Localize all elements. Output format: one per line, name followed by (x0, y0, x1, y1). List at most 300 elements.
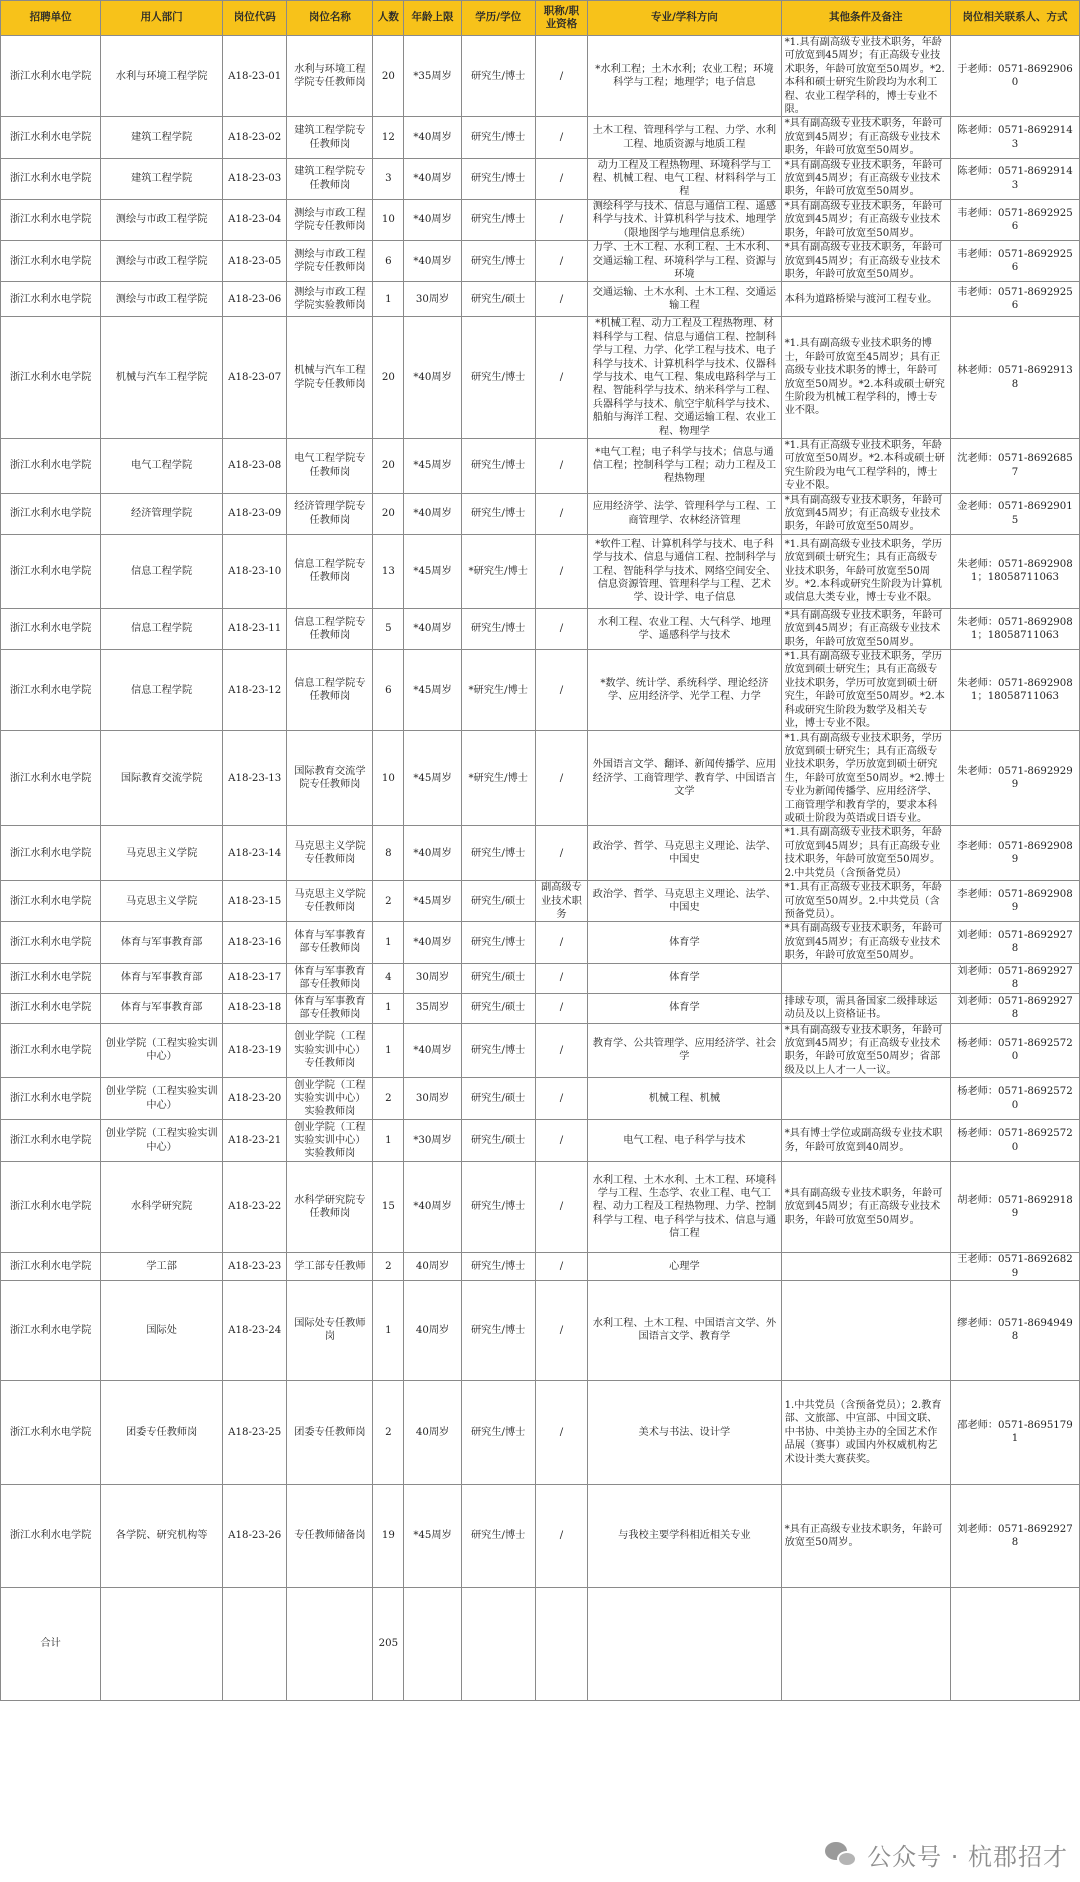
table-row (1, 282, 1080, 317)
table-cell: 机械与汽车工程学院 (101, 317, 223, 439)
table-cell: *具有副高级专业技术职务，年龄可放宽到45周岁；有正高级专业技术职务，年龄可放宽至50周岁。 (781, 199, 950, 240)
table-cell: 浙江水利水电学院 (1, 1280, 101, 1380)
table-cell (781, 963, 950, 993)
table-cell: 刘老师：0571-86929278 (951, 993, 1080, 1023)
table-cell: *40周岁 (404, 158, 461, 199)
table-cell: 体育学 (588, 963, 781, 993)
table-cell: 研究生/博士 (461, 317, 535, 439)
table-row (1, 1162, 1080, 1253)
table-row (1, 158, 1080, 199)
table-cell: 5 (373, 608, 404, 649)
table-cell: A18-23-03 (222, 158, 286, 199)
table-cell: A18-23-11 (222, 608, 286, 649)
table-cell: 学工部专任教师 (287, 1253, 373, 1281)
table-cell: 水利工程、农业工程、大气科学、地理学、遥感科学与技术 (588, 608, 781, 649)
table-cell: *1.具有正高级专业技术职务，年龄可放宽至50周岁。2.中共党员（含预备党员）。 (781, 881, 950, 922)
table-cell: 陈老师：0571-86929143 (951, 117, 1080, 158)
table-cell: 体育与军事教育部专任教师岗 (287, 993, 373, 1023)
table-cell: A18-23-08 (222, 438, 286, 493)
column-header: 岗位相关联系人、方式 (951, 1, 1080, 36)
table-cell: / (535, 1253, 588, 1281)
table-cell: 创业学院（工程实验实训中心）实验教师岗 (287, 1078, 373, 1120)
table-cell: 排球专项，需具备国家二级排球运动员及以上资格证书。 (781, 993, 950, 1023)
table-row (1, 1587, 1080, 1700)
table-cell: 30周岁 (404, 282, 461, 317)
table-cell: 研究生/硕士 (461, 1078, 535, 1120)
table-cell: 研究生/博士 (461, 36, 535, 117)
table-cell: *40周岁 (404, 199, 461, 240)
table-cell: / (535, 241, 588, 282)
table-cell: 测绘科学与技术、信息与通信工程、遥感科学与技术、计算机科学与技术、地理学（限地图学与地理信息系统） (588, 199, 781, 240)
table-cell: 研究生/博士 (461, 826, 535, 881)
table-cell: 8 (373, 826, 404, 881)
table-cell: 研究生/博士 (461, 1162, 535, 1253)
column-header: 人数 (373, 1, 404, 36)
table-cell: 浙江水利水电学院 (1, 1120, 101, 1162)
table-cell: 教育学、公共管理学、应用经济学、社会学 (588, 1023, 781, 1078)
table-cell: A18-23-25 (222, 1380, 286, 1484)
table-cell: 于老师：0571-86929060 (951, 36, 1080, 117)
table-cell: 杨老师：0571-86925720 (951, 1023, 1080, 1078)
table-cell: *40周岁 (404, 317, 461, 439)
table-cell: *1.具有副高级专业技术职务，年龄可放宽到45周岁；有正高级专业技术职务，年龄可放宽至50周岁。*2.本科和硕士研究生阶段均为水利工程、农业工程学科的，博士专业不限。 (781, 36, 950, 117)
table-cell: 体育学 (588, 993, 781, 1023)
table-cell: *45周岁 (404, 534, 461, 608)
table-cell: 浙江水利水电学院 (1, 650, 101, 731)
table-cell: 浙江水利水电学院 (1, 608, 101, 649)
table-cell: 朱老师：0571-86929081；18058711063 (951, 534, 1080, 608)
table-cell: / (535, 993, 588, 1023)
table-cell: *具有副高级专业技术职务，年龄可放宽到45周岁；有正高级专业技术职务，年龄可放宽至50周岁。 (781, 117, 950, 158)
table-cell: 研究生/博士 (461, 199, 535, 240)
table-cell: 学工部 (101, 1253, 223, 1281)
table-cell (101, 1587, 223, 1700)
table-cell: 浙江水利水电学院 (1, 534, 101, 608)
table-cell: / (535, 1380, 588, 1484)
table-cell: A18-23-09 (222, 493, 286, 534)
table-cell: 美术与书法、设计学 (588, 1380, 781, 1484)
table-cell: 信息工程学院专任教师岗 (287, 650, 373, 731)
table-cell: 4 (373, 963, 404, 993)
table-cell (781, 1078, 950, 1120)
table-row (1, 241, 1080, 282)
table-row (1, 922, 1080, 963)
table-cell: 研究生/博士 (461, 438, 535, 493)
table-cell: / (535, 438, 588, 493)
table-row (1, 963, 1080, 993)
table-cell: 浙江水利水电学院 (1, 993, 101, 1023)
table-cell: *40周岁 (404, 922, 461, 963)
table-cell: / (535, 158, 588, 199)
table-cell: 刘老师：0571-86929278 (951, 1484, 1080, 1587)
table-cell: 政治学、哲学、马克思主义理论、法学、中国史 (588, 881, 781, 922)
table-cell: A18-23-07 (222, 317, 286, 439)
table-cell: 创业学院（工程实验实训中心） (101, 1023, 223, 1078)
table-cell: A18-23-23 (222, 1253, 286, 1281)
table-cell: *1.具有副高级专业技术职务，学历放宽到硕士研究生；具有正高级专业技术职务，年龄可放宽至50周岁。*2.本科或研究生阶段为计算机或信息大类专业，博士专业不限。 (781, 534, 950, 608)
table-cell: / (535, 493, 588, 534)
table-cell: 专任教师储备岗 (287, 1484, 373, 1587)
table-cell: 创业学院（工程实验实训中心）实验教师岗 (287, 1120, 373, 1162)
table-cell: 测绘与市政工程学院 (101, 241, 223, 282)
table-cell (404, 1587, 461, 1700)
table-row (1, 731, 1080, 826)
table-cell: / (535, 1078, 588, 1120)
table-cell: A18-23-05 (222, 241, 286, 282)
table-cell: 测绘与市政工程学院专任教师岗 (287, 241, 373, 282)
table-cell: 水利工程、土木工程、中国语言文学、外国语言文学、教育学 (588, 1280, 781, 1380)
table-row (1, 199, 1080, 240)
table-cell: 缪老师：0571-86949498 (951, 1280, 1080, 1380)
header-row (1, 1, 1080, 36)
table-cell: 信息工程学院专任教师岗 (287, 608, 373, 649)
table-cell: 韦老师：0571-86929256 (951, 241, 1080, 282)
table-cell: 30周岁 (404, 1078, 461, 1120)
table-cell: *40周岁 (404, 241, 461, 282)
table-row (1, 117, 1080, 158)
watermark (825, 1837, 1068, 1872)
table-cell: / (535, 608, 588, 649)
table-cell: *40周岁 (404, 117, 461, 158)
column-header: 招聘单位 (1, 1, 101, 36)
table-row (1, 493, 1080, 534)
column-header: 职称/职业资格 (535, 1, 588, 36)
table-cell: 电气工程学院 (101, 438, 223, 493)
table-cell: / (535, 1120, 588, 1162)
table-cell: 创业学院（工程实验实训中心）专任教师岗 (287, 1023, 373, 1078)
table-cell: 浙江水利水电学院 (1, 36, 101, 117)
table-cell: / (535, 317, 588, 439)
table-cell: A18-23-10 (222, 534, 286, 608)
table-cell (588, 1587, 781, 1700)
table-cell: 13 (373, 534, 404, 608)
column-header: 其他条件及备注 (781, 1, 950, 36)
table-cell: 20 (373, 317, 404, 439)
table-cell: 12 (373, 117, 404, 158)
table-cell: A18-23-14 (222, 826, 286, 881)
table-cell: 浙江水利水电学院 (1, 826, 101, 881)
watermark-text: 公众号 · 杭郡招才 (867, 1843, 1068, 1871)
column-header: 专业/学科方向 (588, 1, 781, 36)
table-cell: 金老师：0571-86929015 (951, 493, 1080, 534)
table-cell: 建筑工程学院专任教师岗 (287, 117, 373, 158)
table-cell: *40周岁 (404, 826, 461, 881)
table-cell (535, 1587, 588, 1700)
table-cell: A18-23-19 (222, 1023, 286, 1078)
table-cell: 浙江水利水电学院 (1, 922, 101, 963)
table-cell: *具有副高级专业技术职务，年龄可放宽到45周岁；有正高级专业技术职务，年龄可放宽至50周岁。 (781, 922, 950, 963)
table-cell: A18-23-26 (222, 1484, 286, 1587)
table-cell (951, 1587, 1080, 1700)
table-cell: 研究生/硕士 (461, 993, 535, 1023)
table-cell: 体育与军事教育部 (101, 922, 223, 963)
table-cell: 电气工程学院专任教师岗 (287, 438, 373, 493)
table-cell: 40周岁 (404, 1280, 461, 1380)
table-cell: 2 (373, 1253, 404, 1281)
table-cell: 陈老师：0571-86929143 (951, 158, 1080, 199)
table-cell: 20 (373, 438, 404, 493)
table-cell: 马克思主义学院 (101, 881, 223, 922)
column-header: 岗位名称 (287, 1, 373, 36)
table-cell: *具有副高级专业技术职务，年龄可放宽到45周岁；有正高级专业技术职务，年龄可放宽至50周岁。 (781, 608, 950, 649)
table-cell: 测绘与市政工程学院实验教师岗 (287, 282, 373, 317)
table-row (1, 650, 1080, 731)
table-cell: 创业学院（工程实验实训中心） (101, 1120, 223, 1162)
table-cell: 1 (373, 1120, 404, 1162)
table-cell: *具有副高级专业技术职务，年龄可放宽到45周岁；有正高级专业技术职务，年龄可放宽至50周岁；省部级及以上人才一人一议。 (781, 1023, 950, 1078)
table-cell: 各学院、研究机构等 (101, 1484, 223, 1587)
table-cell: A18-23-02 (222, 117, 286, 158)
table-cell: 研究生/博士 (461, 1023, 535, 1078)
table-cell: / (535, 826, 588, 881)
table-cell: 王老师：0571-86926829 (951, 1253, 1080, 1281)
table-cell: 李老师：0571-86929089 (951, 826, 1080, 881)
table-cell: 信息工程学院 (101, 650, 223, 731)
table-cell: 3 (373, 158, 404, 199)
table-cell: A18-23-01 (222, 36, 286, 117)
table-cell: 10 (373, 199, 404, 240)
table-cell: 韦老师：0571-86929256 (951, 199, 1080, 240)
table-cell: 建筑工程学院专任教师岗 (287, 158, 373, 199)
table-cell: *40周岁 (404, 608, 461, 649)
table-cell: *1.具有副高级专业技术职务，学历放宽到硕士研究生；具有正高级专业技术职务，学历放宽到硕士研究生，年龄可放宽至50周岁。*2.博士专业为新闻传播学、应用经济学、工商管理学和教育学的，要求本科或硕士阶段为英语或日语专业。 (781, 731, 950, 826)
table-cell: 35周岁 (404, 993, 461, 1023)
table-row (1, 1280, 1080, 1380)
table-cell: 力学、土木工程、水利工程、土木水利、交通运输工程、环境科学与工程、资源与环境 (588, 241, 781, 282)
table-cell: 机械与汽车工程学院专任教师岗 (287, 317, 373, 439)
table-cell: *具有正高级专业技术职务，年龄可放宽至50周岁。 (781, 1484, 950, 1587)
table-cell: / (535, 922, 588, 963)
table-row (1, 1380, 1080, 1484)
table-cell: 研究生/博士 (461, 493, 535, 534)
table-cell: 浙江水利水电学院 (1, 1253, 101, 1281)
table-cell: 体育与军事教育部专任教师岗 (287, 922, 373, 963)
table-cell: 1 (373, 282, 404, 317)
table-cell: 信息工程学院 (101, 608, 223, 649)
table-cell: 浙江水利水电学院 (1, 282, 101, 317)
table-cell: 国际处专任教师岗 (287, 1280, 373, 1380)
table-cell: 浙江水利水电学院 (1, 1023, 101, 1078)
table-cell: 沈老师：0571-86926857 (951, 438, 1080, 493)
table-cell: 浙江水利水电学院 (1, 158, 101, 199)
table-cell: 体育学 (588, 922, 781, 963)
table-cell: 国际教育交流学院 (101, 731, 223, 826)
table-cell: *40周岁 (404, 1162, 461, 1253)
table-cell: 国际教育交流学院专任教师岗 (287, 731, 373, 826)
table-row (1, 826, 1080, 881)
column-header: 学历/学位 (461, 1, 535, 36)
table-cell: / (535, 282, 588, 317)
table-cell: 1 (373, 993, 404, 1023)
table-cell: 19 (373, 1484, 404, 1587)
table-cell: 胡老师：0571-86929189 (951, 1162, 1080, 1253)
table-cell: *45周岁 (404, 438, 461, 493)
table-cell: 浙江水利水电学院 (1, 199, 101, 240)
table-cell: 研究生/博士 (461, 1380, 535, 1484)
table-cell: / (535, 36, 588, 117)
table-cell: 土木工程、管理科学与工程、力学、水利工程、地质资源与地质工程 (588, 117, 781, 158)
table-cell: 10 (373, 731, 404, 826)
table-cell (461, 1587, 535, 1700)
table-cell: 应用经济学、法学、管理科学与工程、工商管理学、农林经济管理 (588, 493, 781, 534)
table-cell: *45周岁 (404, 731, 461, 826)
table-cell: 测绘与市政工程学院 (101, 282, 223, 317)
table-cell: 马克思主义学院专任教师岗 (287, 881, 373, 922)
table-row (1, 1253, 1080, 1281)
table-cell: 创业学院（工程实验实训中心） (101, 1078, 223, 1120)
table-row (1, 317, 1080, 439)
table-cell: 团委专任教师岗 (287, 1380, 373, 1484)
column-header: 用人部门 (101, 1, 223, 36)
table-cell: 刘老师：0571-86929278 (951, 922, 1080, 963)
table-cell: / (535, 650, 588, 731)
table-cell: *软件工程、计算机科学与技术、电子科学与技术、信息与通信工程、控制科学与工程、智能科学与技术、网络空间安全、信息资源管理、管理科学与工程、艺术学、设计学、电子信息 (588, 534, 781, 608)
wechat-icon (825, 1840, 859, 1870)
table-cell: *1.具有正高级专业技术职务，年龄可放宽至50周岁。*2.本科或硕士研究生阶段为电气工程学科的，博士专业不限。 (781, 438, 950, 493)
table-cell: A18-23-22 (222, 1162, 286, 1253)
table-cell: / (535, 199, 588, 240)
table-cell: 外国语言文学、翻译、新闻传播学、应用经济学、工商管理学、教育学、中国语言文学 (588, 731, 781, 826)
table-cell: 2 (373, 1078, 404, 1120)
table-cell: *1.具有副高级专业技术职务的博士，年龄可放宽至45周岁；具有正高级专业技术职务的博士，年龄可放宽至50周岁。*2.本科或硕士研究生阶段为机械工程学科的，博士专业不限。 (781, 317, 950, 439)
table-cell: *具有副高级专业技术职务，年龄可放宽到45周岁；有正高级专业技术职务，年龄可放宽至50周岁。 (781, 241, 950, 282)
table-cell: 浙江水利水电学院 (1, 1162, 101, 1253)
table-cell: A18-23-24 (222, 1280, 286, 1380)
table-cell: 马克思主义学院专任教师岗 (287, 826, 373, 881)
table-cell: A18-23-06 (222, 282, 286, 317)
table-cell: 研究生/博士 (461, 608, 535, 649)
table-cell: 机械工程、机械 (588, 1078, 781, 1120)
table-cell: 本科为道路桥梁与渡河工程专业。 (781, 282, 950, 317)
table-cell: 6 (373, 241, 404, 282)
table-cell: *40周岁 (404, 493, 461, 534)
table-cell: 1.中共党员（含预备党员）；2.教育部、文旅部、中宣部、中国文联、中书协、中美协主办的全国艺术作品展（赛事）或国内外权威机构艺术设计类大赛获奖。 (781, 1380, 950, 1484)
table-cell: *具有博士学位或副高级专业技术职务，年龄可放宽到40周岁。 (781, 1120, 950, 1162)
table-cell: 体育与军事教育部专任教师岗 (287, 963, 373, 993)
table-cell: 浙江水利水电学院 (1, 881, 101, 922)
table-row (1, 881, 1080, 922)
table-cell: 邵老师：0571-86951791 (951, 1380, 1080, 1484)
table-cell: / (535, 1280, 588, 1380)
table-row (1, 993, 1080, 1023)
table-cell: 浙江水利水电学院 (1, 1380, 101, 1484)
table-cell: 40周岁 (404, 1380, 461, 1484)
table-cell: A18-23-04 (222, 199, 286, 240)
table-cell: 水科学研究院专任教师岗 (287, 1162, 373, 1253)
table-row (1, 1023, 1080, 1078)
table-cell: *具有副高级专业技术职务，年龄可放宽到45周岁；有正高级专业技术职务，年龄可放宽至50周岁。 (781, 158, 950, 199)
table-cell: 经济管理学院专任教师岗 (287, 493, 373, 534)
table-cell: *35周岁 (404, 36, 461, 117)
table-cell: 测绘与市政工程学院专任教师岗 (287, 199, 373, 240)
table-cell: 副高级专业技术职务 (535, 881, 588, 922)
table-cell: 朱老师：0571-86929299 (951, 731, 1080, 826)
table-cell (781, 1587, 950, 1700)
table-cell: 交通运输、土木水利、土木工程、交通运输工程 (588, 282, 781, 317)
table-cell: 与我校主要学科相近相关专业 (588, 1484, 781, 1587)
table-cell: A18-23-17 (222, 963, 286, 993)
table-cell: / (535, 1023, 588, 1078)
table-cell: 心理学 (588, 1253, 781, 1281)
table-cell: 1 (373, 922, 404, 963)
table-cell: A18-23-12 (222, 650, 286, 731)
table-cell: 杨老师：0571-86925720 (951, 1120, 1080, 1162)
table-cell: 浙江水利水电学院 (1, 731, 101, 826)
table-cell: 林老师：0571-86929138 (951, 317, 1080, 439)
table-cell: *45周岁 (404, 881, 461, 922)
table-cell: *45周岁 (404, 1484, 461, 1587)
table-cell: 研究生/硕士 (461, 1120, 535, 1162)
table-cell: 信息工程学院专任教师岗 (287, 534, 373, 608)
table-cell (287, 1587, 373, 1700)
column-header: 年龄上限 (404, 1, 461, 36)
column-header: 岗位代码 (222, 1, 286, 36)
table-cell: 国际处 (101, 1280, 223, 1380)
table-cell: 马克思主义学院 (101, 826, 223, 881)
table-cell: 6 (373, 650, 404, 731)
table-cell: 建筑工程学院 (101, 158, 223, 199)
table-cell: / (535, 534, 588, 608)
table-cell: 朱老师：0571-86929081；18058711063 (951, 608, 1080, 649)
table-cell: 合计 (1, 1587, 101, 1700)
table-cell: 经济管理学院 (101, 493, 223, 534)
table-cell: 动力工程及工程热物理、环境科学与工程、机械工程、电气工程、材料科学与工程 (588, 158, 781, 199)
table-cell: 信息工程学院 (101, 534, 223, 608)
table-cell: 体育与军事教育部 (101, 993, 223, 1023)
table-cell: 205 (373, 1587, 404, 1700)
table-body (1, 36, 1080, 1701)
table-cell (222, 1587, 286, 1700)
table-cell: 研究生/博士 (461, 1280, 535, 1380)
table-cell: 浙江水利水电学院 (1, 1484, 101, 1587)
table-cell (781, 1253, 950, 1281)
table-cell: 研究生/博士 (461, 241, 535, 282)
table-cell: 朱老师：0571-86929081；18058711063 (951, 650, 1080, 731)
table-cell: / (535, 117, 588, 158)
table-cell: / (535, 1162, 588, 1253)
table-cell: A18-23-15 (222, 881, 286, 922)
table-cell: 电气工程、电子科学与技术 (588, 1120, 781, 1162)
table-cell: 20 (373, 36, 404, 117)
table-cell: *研究生/博士 (461, 534, 535, 608)
table-cell: 韦老师：0571-86929256 (951, 282, 1080, 317)
table-cell: 浙江水利水电学院 (1, 241, 101, 282)
table-cell: 1 (373, 1280, 404, 1380)
table-cell: *数学、统计学、系统科学、理论经济学、应用经济学、光学工程、力学 (588, 650, 781, 731)
table-cell: / (535, 731, 588, 826)
table-cell: *45周岁 (404, 650, 461, 731)
table-cell: 建筑工程学院 (101, 117, 223, 158)
table-cell: A18-23-21 (222, 1120, 286, 1162)
table-cell: *具有副高级专业技术职务，年龄可放宽到45周岁；有正高级专业技术职务，年龄可放宽至50周岁。 (781, 493, 950, 534)
table-row (1, 608, 1080, 649)
table-cell: *机械工程、动力工程及工程热物理、材料科学与工程、信息与通信工程、控制科学与工程、力学、化学工程与技术、电子科学与技术、计算机科学与技术、仪器科学与技术、电气工程、集成电路科学与工程、智能科学与技术、纳米科学与工程、兵器科学与技术、航空宇航科学与技术、船舶与海洋工程、交通运输工程、农业工程、物理学 (588, 317, 781, 439)
table-cell: 刘老师：0571-86929278 (951, 963, 1080, 993)
table-cell: 2 (373, 1380, 404, 1484)
table-cell: 李老师：0571-86929089 (951, 881, 1080, 922)
table-cell: 研究生/硕士 (461, 963, 535, 993)
table-cell: *1.具有副高级专业技术职务，年龄可放宽到45周岁；具有正高级专业技术职务，年龄可放宽至50周岁。2.中共党员（含预备党员） (781, 826, 950, 881)
table-cell: 15 (373, 1162, 404, 1253)
table-cell: 政治学、哲学、马克思主义理论、法学、中国史 (588, 826, 781, 881)
table-cell: 水利与环境工程学院 (101, 36, 223, 117)
table-cell: *电气工程；电子科学与技术；信息与通信工程；控制科学与工程；动力工程及工程热物理 (588, 438, 781, 493)
table-cell: 浙江水利水电学院 (1, 317, 101, 439)
table-cell: 浙江水利水电学院 (1, 493, 101, 534)
table-cell: A18-23-18 (222, 993, 286, 1023)
table-cell: 20 (373, 493, 404, 534)
table-cell: 浙江水利水电学院 (1, 1078, 101, 1120)
